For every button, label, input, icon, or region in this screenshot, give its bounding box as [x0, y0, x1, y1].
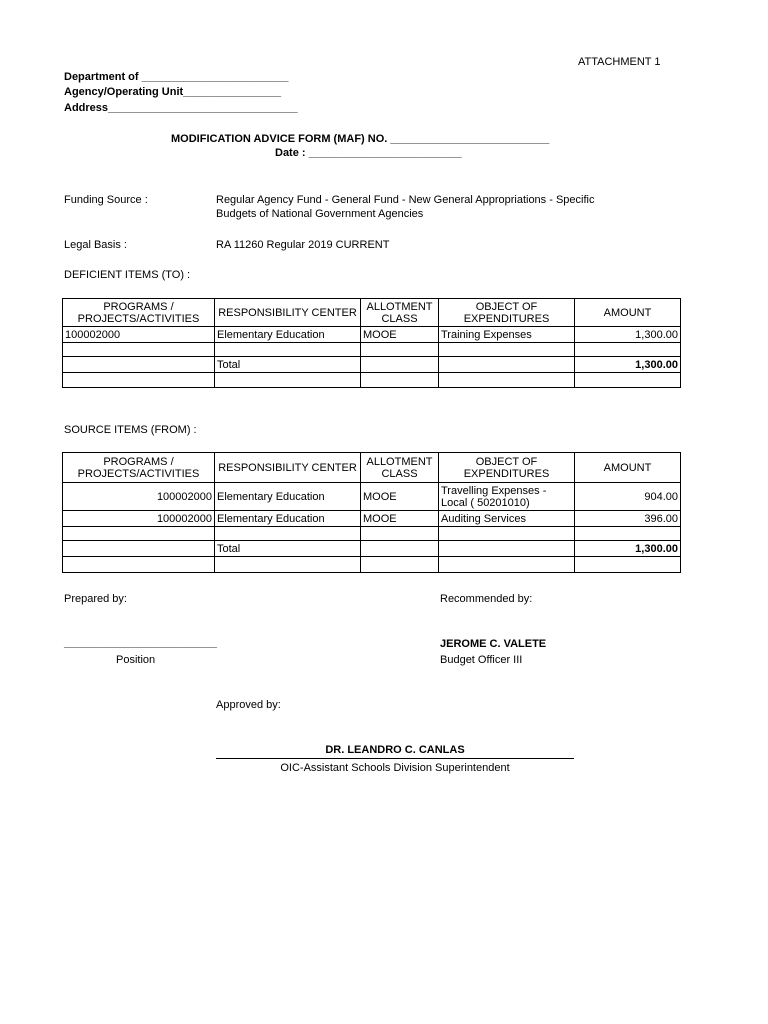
total-amount: 1,300.00	[575, 357, 681, 373]
class-cell: MOOE	[361, 483, 439, 511]
attachment-label: ATTACHMENT 1	[578, 56, 661, 68]
recommended-position: Budget Officer III	[440, 654, 523, 666]
program-cell: 100002000	[63, 511, 215, 527]
object-cell: Travelling Expenses - Local ( 50201010)	[439, 483, 575, 511]
class-cell: MOOE	[361, 511, 439, 527]
total-amount: 1,300.00	[575, 541, 681, 557]
col-amount-header: AMOUNT	[575, 299, 681, 327]
program-cell: 100002000	[63, 483, 215, 511]
table-row	[63, 483, 681, 511]
col-amount-header: AMOUNT	[575, 453, 681, 483]
legal-basis-value: RA 11260 Regular 2019 CURRENT	[216, 239, 390, 251]
table-row	[63, 557, 681, 573]
center-cell: Elementary Education	[215, 327, 361, 343]
total-row	[63, 357, 681, 373]
form-title: MODIFICATION ADVICE FORM (MAF) NO. __________________________	[171, 133, 550, 145]
funding-source-line1: Regular Agency Fund - General Fund - New General Appropriations - Specific	[216, 194, 595, 206]
col-object-header: OBJECT OF EXPENDITURES	[439, 299, 575, 327]
approved-signature-line	[216, 758, 574, 759]
table-header-row	[63, 299, 681, 327]
col-allotment-header: ALLOTMENT CLASS	[361, 453, 439, 483]
recommended-name: JEROME C. VALETE	[440, 638, 547, 650]
approved-position: OIC-Assistant Schools Division Superintendent	[280, 762, 510, 774]
funding-source-line2: Budgets of National Government Agencies	[216, 208, 424, 220]
recommended-by-label: Recommended by:	[440, 593, 533, 605]
object-cell: Training Expenses	[439, 327, 575, 343]
col-responsibility-header: RESPONSIBILITY CENTER	[215, 453, 361, 483]
deficient-items-label: DEFICIENT ITEMS (TO) :	[64, 269, 191, 281]
table-header-row	[63, 453, 681, 483]
legal-basis-label: Legal Basis :	[64, 239, 127, 251]
approved-name: DR. LEANDRO C. CANLAS	[325, 744, 465, 756]
prepared-by-label: Prepared by:	[64, 593, 127, 605]
class-cell: MOOE	[361, 327, 439, 343]
table-row	[63, 511, 681, 527]
total-label: Total	[215, 541, 361, 557]
table-row	[63, 343, 681, 357]
source-items-label: SOURCE ITEMS (FROM) :	[64, 424, 197, 436]
program-cell: 100002000	[63, 327, 215, 343]
total-row	[63, 541, 681, 557]
total-label: Total	[215, 357, 361, 373]
col-responsibility-header: RESPONSIBILITY CENTER	[215, 299, 361, 327]
col-programs-header: PROGRAMS / PROJECTS/ACTIVITIES	[63, 453, 215, 483]
col-object-header: OBJECT OF EXPENDITURES	[439, 453, 575, 483]
center-cell: Elementary Education	[215, 511, 361, 527]
approved-by-label: Approved by:	[216, 699, 281, 711]
address-field: Address_______________________________	[64, 102, 298, 114]
center-cell: Elementary Education	[215, 483, 361, 511]
col-programs-header: PROGRAMS / PROJECTS/ACTIVITIES	[63, 299, 215, 327]
object-cell: Auditing Services	[439, 511, 575, 527]
prepared-position: Position	[116, 654, 156, 666]
prepared-signature-line: _________________________	[64, 637, 217, 649]
col-allotment-header: ALLOTMENT CLASS	[361, 299, 439, 327]
table-row	[63, 527, 681, 541]
table-row	[63, 327, 681, 343]
amount-cell: 396.00	[575, 511, 681, 527]
department-field: Department of ________________________	[64, 71, 289, 83]
table-row	[63, 373, 681, 388]
funding-source-label: Funding Source :	[64, 194, 148, 206]
source-items-table	[62, 452, 681, 573]
deficient-items-table	[62, 298, 681, 388]
amount-cell: 1,300.00	[575, 327, 681, 343]
agency-field: Agency/Operating Unit________________	[64, 86, 282, 98]
form-date: Date : _________________________	[275, 147, 462, 159]
amount-cell: 904.00	[575, 483, 681, 511]
